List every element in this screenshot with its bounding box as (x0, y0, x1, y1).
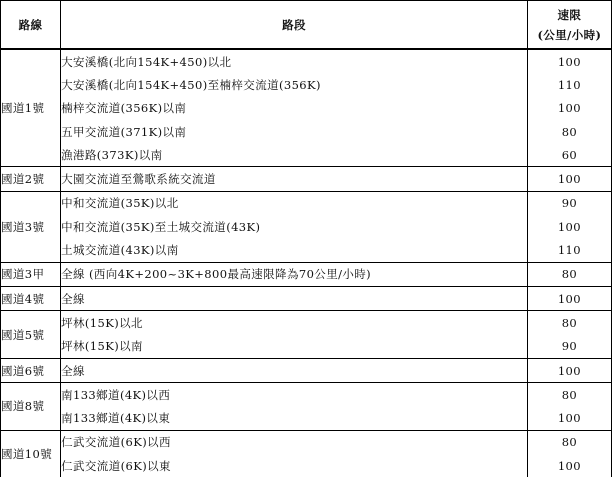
table-row (1, 215, 612, 238)
section-cell: 全線 (西向4K+200~3K+800最高速限降為70公里/小時) (61, 262, 528, 286)
table-row (1, 358, 612, 382)
header-limit-title: 速限 (557, 7, 582, 22)
header-limit (527, 1, 611, 50)
route-cell: 國道3甲 (1, 262, 61, 286)
header-limit-unit: (公里/小時) (537, 27, 602, 42)
section-cell: 南133鄉道(4K)以東 (61, 406, 528, 430)
table-row (1, 97, 612, 120)
table-row (1, 143, 612, 167)
limit-cell: 110 (527, 238, 611, 262)
limit-cell: 100 (527, 286, 611, 310)
limit-cell: 80 (527, 262, 611, 286)
table-row (1, 191, 612, 215)
section-cell: 土城交流道(43K)以南 (61, 238, 528, 262)
route-cell: 國道5號 (1, 311, 61, 359)
section-cell: 大安溪橋(北向154K+450)以北 (61, 49, 528, 73)
table-row (1, 430, 612, 454)
section-cell: 全線 (61, 286, 528, 310)
limit-cell: 100 (527, 358, 611, 382)
route-cell: 國道6號 (1, 358, 61, 382)
table-row (1, 335, 612, 359)
route-cell: 國道3號 (1, 191, 61, 262)
route-cell: 國道1號 (1, 49, 61, 167)
header-section: 路段 (61, 1, 528, 50)
section-cell: 中和交流道(35K)以北 (61, 191, 528, 215)
section-cell: 漁港路(373K)以南 (61, 143, 528, 167)
section-cell: 全線 (61, 358, 528, 382)
route-cell: 國道8號 (1, 383, 61, 431)
table-row (1, 238, 612, 262)
limit-cell: 100 (527, 454, 611, 477)
section-cell: 五甲交流道(371K)以南 (61, 120, 528, 143)
header-row (1, 1, 612, 50)
section-cell: 中和交流道(35K)至土城交流道(43K) (61, 215, 528, 238)
table-row (1, 454, 612, 477)
limit-cell: 90 (527, 191, 611, 215)
limit-cell: 80 (527, 430, 611, 454)
section-cell: 坪林(15K)以北 (61, 311, 528, 335)
route-cell: 國道4號 (1, 286, 61, 310)
limit-cell: 100 (527, 97, 611, 120)
section-cell: 仁武交流道(6K)以東 (61, 454, 528, 477)
table-body (1, 49, 612, 477)
table-row (1, 383, 612, 407)
table-row (1, 406, 612, 430)
table-header (1, 1, 612, 50)
limit-cell: 80 (527, 120, 611, 143)
table-row (1, 262, 612, 286)
section-cell: 坪林(15K)以南 (61, 335, 528, 359)
section-cell: 南133鄉道(4K)以西 (61, 383, 528, 407)
limit-cell: 100 (527, 215, 611, 238)
limit-cell: 80 (527, 311, 611, 335)
limit-cell: 60 (527, 143, 611, 167)
table-row (1, 167, 612, 191)
table-row (1, 49, 612, 73)
limit-cell: 90 (527, 335, 611, 359)
section-cell: 大園交流道至鶯歌系統交流道 (61, 167, 528, 191)
section-cell: 仁武交流道(6K)以西 (61, 430, 528, 454)
table-row (1, 73, 612, 96)
table-row (1, 286, 612, 310)
limit-cell: 100 (527, 167, 611, 191)
route-cell: 國道10號 (1, 430, 61, 477)
route-cell: 國道2號 (1, 167, 61, 191)
table-row (1, 311, 612, 335)
limit-cell: 100 (527, 49, 611, 73)
section-cell: 大安溪橋(北向154K+450)至楠梓交流道(356K) (61, 73, 528, 96)
limit-cell: 80 (527, 383, 611, 407)
table-row (1, 120, 612, 143)
header-route: 路線 (1, 1, 61, 50)
limit-cell: 100 (527, 406, 611, 430)
limit-cell: 110 (527, 73, 611, 96)
section-cell: 楠梓交流道(356K)以南 (61, 97, 528, 120)
